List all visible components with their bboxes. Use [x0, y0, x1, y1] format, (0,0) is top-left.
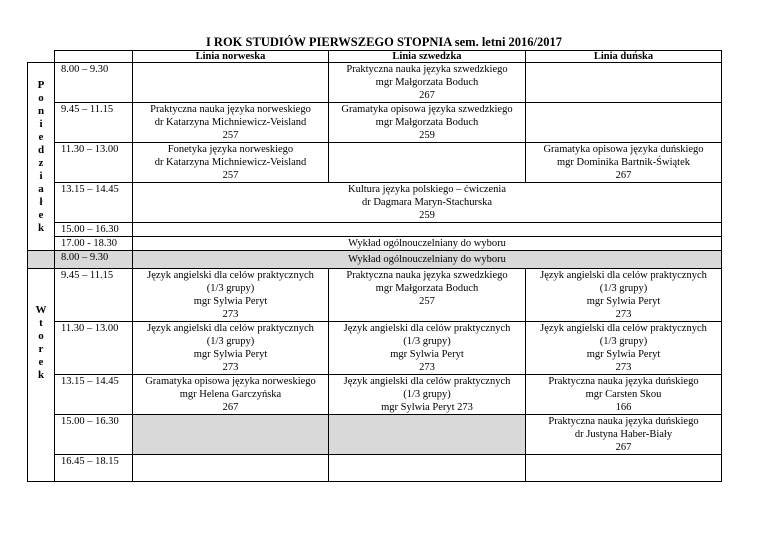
header-norweska: Linia norweska: [133, 51, 329, 63]
class-cell: Gramatyka opisowa języka norweskiego mgr Helena Garczyńska 267: [133, 375, 329, 415]
time-cell: 8.00 – 9.30: [55, 251, 133, 269]
header-dunska: Linia duńska: [526, 51, 722, 63]
empty-cell: [329, 143, 526, 183]
empty-cell: [329, 415, 526, 455]
class-cell: Praktyczna nauka języka duńskiego mgr Carsten Skou 166: [526, 375, 722, 415]
time-cell: 16.45 – 18.15: [55, 455, 133, 482]
empty-cell: [526, 63, 722, 103]
class-cell: Gramatyka opisowa języka duńskiego mgr Dominika Bartnik-Świątek 267: [526, 143, 722, 183]
class-cell: Praktyczna nauka języka norweskiego dr Katarzyna Michniewicz-Veisland 257: [133, 103, 329, 143]
empty-cell: [526, 103, 722, 143]
empty-cell: [133, 223, 722, 237]
empty-cell: [329, 455, 526, 482]
table-row: [28, 223, 722, 237]
time-cell: 9.45 – 11.15: [55, 103, 133, 143]
table-row: [28, 237, 722, 251]
day-label-wtorek: W t o r e k: [28, 269, 55, 482]
class-cell: Fonetyka języka norweskiego dr Katarzyna Michniewicz-Veisland 257: [133, 143, 329, 183]
lecture-cell: Wykład ogólnouczelniany do wyboru: [133, 237, 722, 251]
lecture-cell: Wykład ogólnouczelniany do wyboru: [133, 251, 722, 269]
time-cell: 13.15 – 14.45: [55, 183, 133, 223]
table-row: [28, 375, 722, 415]
time-cell: 8.00 – 9.30: [55, 63, 133, 103]
table-row: [28, 143, 722, 183]
table-row: [28, 251, 722, 269]
class-cell: Język angielski dla celów praktycznych (1/3 grupy) mgr Sylwia Peryt 273: [133, 269, 329, 322]
class-cell: Język angielski dla celów praktycznych (1/3 grupy) mgr Sylwia Peryt 273: [526, 322, 722, 375]
table-row: [28, 183, 722, 223]
class-cell-all-lines: Kultura języka polskiego – ćwiczenia dr Dagmara Maryn-Stachurska 259: [133, 183, 722, 223]
table-row: [28, 322, 722, 375]
time-cell: 11.30 – 13.00: [55, 322, 133, 375]
class-cell: Praktyczna nauka języka duńskiego dr Justyna Haber-Biały 267: [526, 415, 722, 455]
class-cell: Język angielski dla celów praktycznych (1/3 grupy) mgr Sylwia Peryt 273: [133, 322, 329, 375]
table-row: [28, 269, 722, 322]
table-row: [28, 103, 722, 143]
page-title: I ROK STUDIÓW PIERWSZEGO STOPNIA sem. letni 2016/2017: [205, 35, 563, 49]
corner-cell: [28, 51, 55, 63]
table-row: [28, 63, 722, 103]
day-label-poniedzialek: P o n i e d z i a ł e k: [28, 63, 55, 251]
time-cell: 11.30 – 13.00: [55, 143, 133, 183]
class-cell: Praktyczna nauka języka szwedzkiego mgr Małgorzata Boduch 267: [329, 63, 526, 103]
table-row: [28, 415, 722, 455]
time-cell: 15.00 – 16.30: [55, 223, 133, 237]
class-cell: Praktyczna nauka języka szwedzkiego mgr Małgorzata Boduch 257: [329, 269, 526, 322]
header-row: [28, 51, 722, 63]
empty-cell: [133, 415, 329, 455]
class-cell: Język angielski dla celów praktycznych (1/3 grupy) mgr Sylwia Peryt 273: [526, 269, 722, 322]
class-cell: Język angielski dla celów praktycznych (1/3 grupy) mgr Sylwia Peryt 273: [329, 322, 526, 375]
day-separator-cell: [28, 251, 55, 269]
empty-cell: [133, 63, 329, 103]
table-row: [28, 455, 722, 482]
time-cell: 13.15 – 14.45: [55, 375, 133, 415]
time-cell: 17.00 - 18.30: [55, 237, 133, 251]
header-szwedzka: Linia szwedzka: [329, 51, 526, 63]
class-cell: Gramatyka opisowa języka szwedzkiego mgr Małgorzata Boduch 259: [329, 103, 526, 143]
empty-cell: [526, 455, 722, 482]
time-cell: 15.00 – 16.30: [55, 415, 133, 455]
time-cell: 9.45 – 11.15: [55, 269, 133, 322]
class-cell: Język angielski dla celów praktycznych (1/3 grupy) mgr Sylwia Peryt 273: [329, 375, 526, 415]
schedule-table: [27, 50, 722, 482]
empty-cell: [133, 455, 329, 482]
time-header-cell: [55, 51, 133, 63]
